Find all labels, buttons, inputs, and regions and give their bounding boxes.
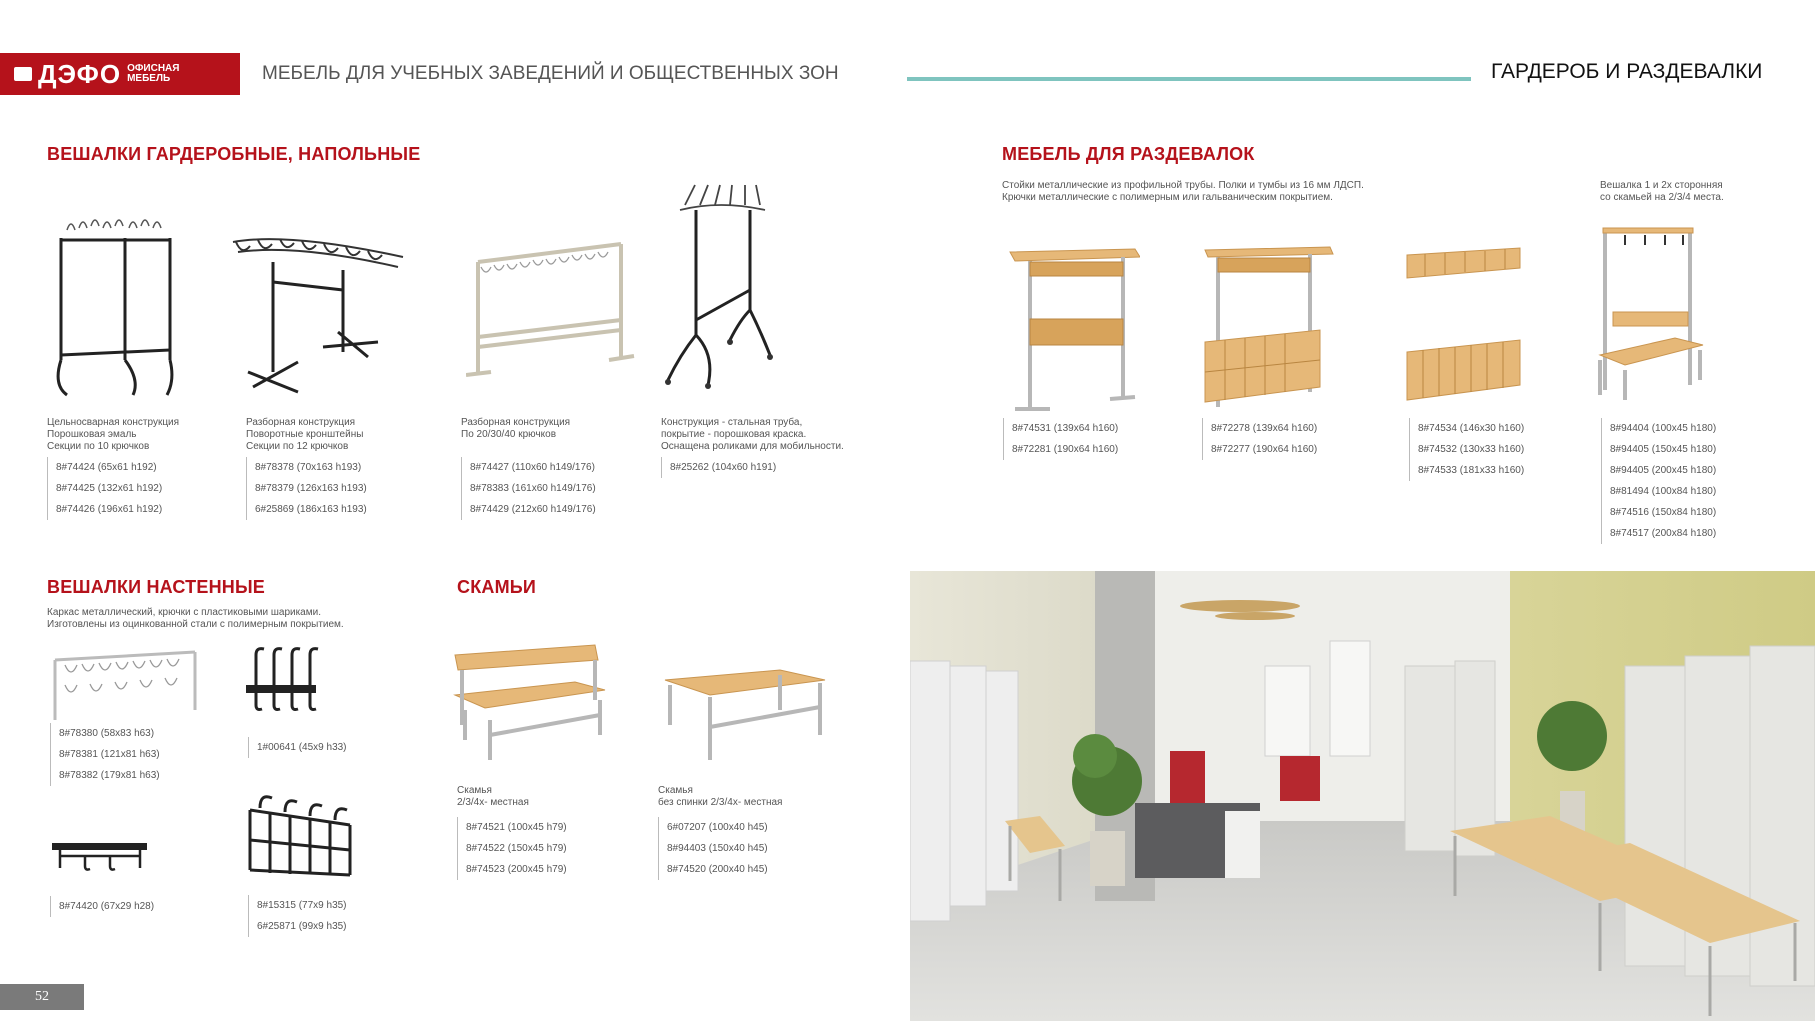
brand-logo <box>0 53 240 95</box>
bench-with-back-image <box>450 640 610 765</box>
wall-hanger-2-codes: 1#00641 (45x9 h33) <box>248 737 347 758</box>
bench-with-back-info <box>457 785 567 880</box>
wall-hangers-description: Каркас металлический, крючки с пластиковыми шариками. Изготовлены из оцинкованной стали с полимерным покрытием. <box>47 607 344 630</box>
shelf-and-cubby-image <box>1405 240 1525 405</box>
product-description: Конструкция - стальная труба, покрытие - порошковая краска. Оснащена роликами для мобильности. <box>661 417 844 452</box>
bench-with-hanger-codes: 8#94404 (100x45 h180) 8#94405 (150x45 h180) 8#94405 (200x45 h180) 8#81494 (100x84 h180) 8#74516 (150x84 h180) 8#74517 (200x84 h180) <box>1601 418 1716 544</box>
floor-hanger-1-info <box>47 417 179 520</box>
header-divider <box>907 77 1471 81</box>
locker-stand-2-image <box>1200 242 1335 412</box>
locker-stand-1-image <box>1005 244 1140 414</box>
shelf-and-cubby-codes: 8#74534 (146x30 h160) 8#74532 (130x33 h160) 8#74533 (181x33 h160) <box>1409 418 1524 481</box>
wall-hanger-rack-codes: 8#15315 (77x9 h35) 6#25871 (99x9 h35) <box>248 895 347 937</box>
truck-icon <box>14 67 32 81</box>
product-codes: 8#78378 (70x163 h193) 8#78379 (126x163 h193) 6#25869 (186x163 h193) <box>246 457 367 520</box>
wall-hanger-2-image <box>244 645 319 720</box>
floor-hanger-3-info <box>461 417 596 520</box>
locker-room-photo <box>910 571 1815 1021</box>
bench-with-hanger-image <box>1595 220 1705 410</box>
page-number: 52 <box>35 989 49 1004</box>
floor-hangers-title: ВЕШАЛКИ ГАРДЕРОБНЫЕ, НАПОЛЬНЫЕ <box>47 144 421 164</box>
product-description: Скамья без спинки 2/3/4х- местная <box>658 785 783 808</box>
product-codes: 8#74521 (100x45 h79) 8#74522 (150x45 h79) 8#74523 (200x45 h79) <box>457 817 567 880</box>
wall-hanger-rack-image <box>245 790 355 885</box>
floor-hanger-4-info <box>661 417 844 478</box>
floor-hanger-2-image <box>228 222 408 407</box>
brand-name: ДЭФО <box>38 58 122 89</box>
wall-hanger-1-codes: 8#78380 (58x83 h63) 8#78381 (121x81 h63) 8#78382 (179x81 h63) <box>50 723 160 786</box>
bench-no-back-image <box>660 665 830 765</box>
locker-furniture-description: Стойки металлические из профильной трубы. Полки и тумбы из 16 мм ЛДСП. Крючки металлические с полимерным или гальваническим покрытием. <box>1002 180 1364 203</box>
product-description: Цельносварная конструкция Порошковая эмаль Секции по 10 крючков <box>47 417 180 452</box>
product-codes: 8#74424 (65x61 h192) 8#74425 (132x61 h192) 8#74426 (196x61 h192) <box>47 457 179 520</box>
floor-hanger-3-image <box>466 232 636 382</box>
floor-hanger-1-image <box>45 210 180 410</box>
product-description: Разборная конструкция Поворотные кронштейны Секции по 12 крючков <box>246 417 364 452</box>
page-number-box <box>0 984 84 1010</box>
locker-stand-1-codes: 8#74531 (139x64 h160) 8#72281 (190x64 h160) <box>1003 418 1118 460</box>
product-description: Разборная конструкция По 20/30/40 крючков <box>461 417 571 440</box>
product-codes: 6#07207 (100x40 h45) 8#94403 (150x40 h45) 8#74520 (200x40 h45) <box>658 817 782 880</box>
product-description: Скамья 2/3/4х- местная <box>457 785 529 808</box>
floor-hanger-2-info <box>246 417 367 520</box>
floor-hanger-4-image <box>660 180 780 390</box>
wall-hanger-1-image <box>50 640 200 725</box>
bench-hanger-description: Вешалка 1 и 2х сторонняя со скамьей на 2/3/4 места. <box>1600 180 1724 203</box>
wall-hangers-title: ВЕШАЛКИ НАСТЕННЫЕ <box>47 577 265 597</box>
product-codes: 8#25262 (104x60 h191) <box>661 457 844 478</box>
brand-subtitle: ОФИСНАЯ МЕБЕЛЬ <box>127 63 180 84</box>
catalog-title: МЕБЕЛЬ ДЛЯ УЧЕБНЫХ ЗАВЕДЕНИЙ И ОБЩЕСТВЕННЫХ ЗОН <box>262 63 839 84</box>
locker-stand-2-codes: 8#72278 (139x64 h160) 8#72277 (190x64 h160) <box>1202 418 1317 460</box>
product-codes: 8#74427 (110x60 h149/176) 8#78383 (161x60 h149/176) 8#74429 (212x60 h149/176) <box>461 457 596 520</box>
section-title: ГАРДЕРОБ И РАЗДЕВАЛКИ <box>1491 60 1763 83</box>
wall-shelf-hanger-codes: 8#74420 (67x29 h28) <box>50 896 154 917</box>
bench-no-back-info <box>658 785 782 880</box>
benches-title: СКАМЬИ <box>457 577 537 597</box>
locker-furniture-title: МЕБЕЛЬ ДЛЯ РАЗДЕВАЛОК <box>1002 144 1255 164</box>
wall-shelf-hanger-image <box>50 838 150 878</box>
